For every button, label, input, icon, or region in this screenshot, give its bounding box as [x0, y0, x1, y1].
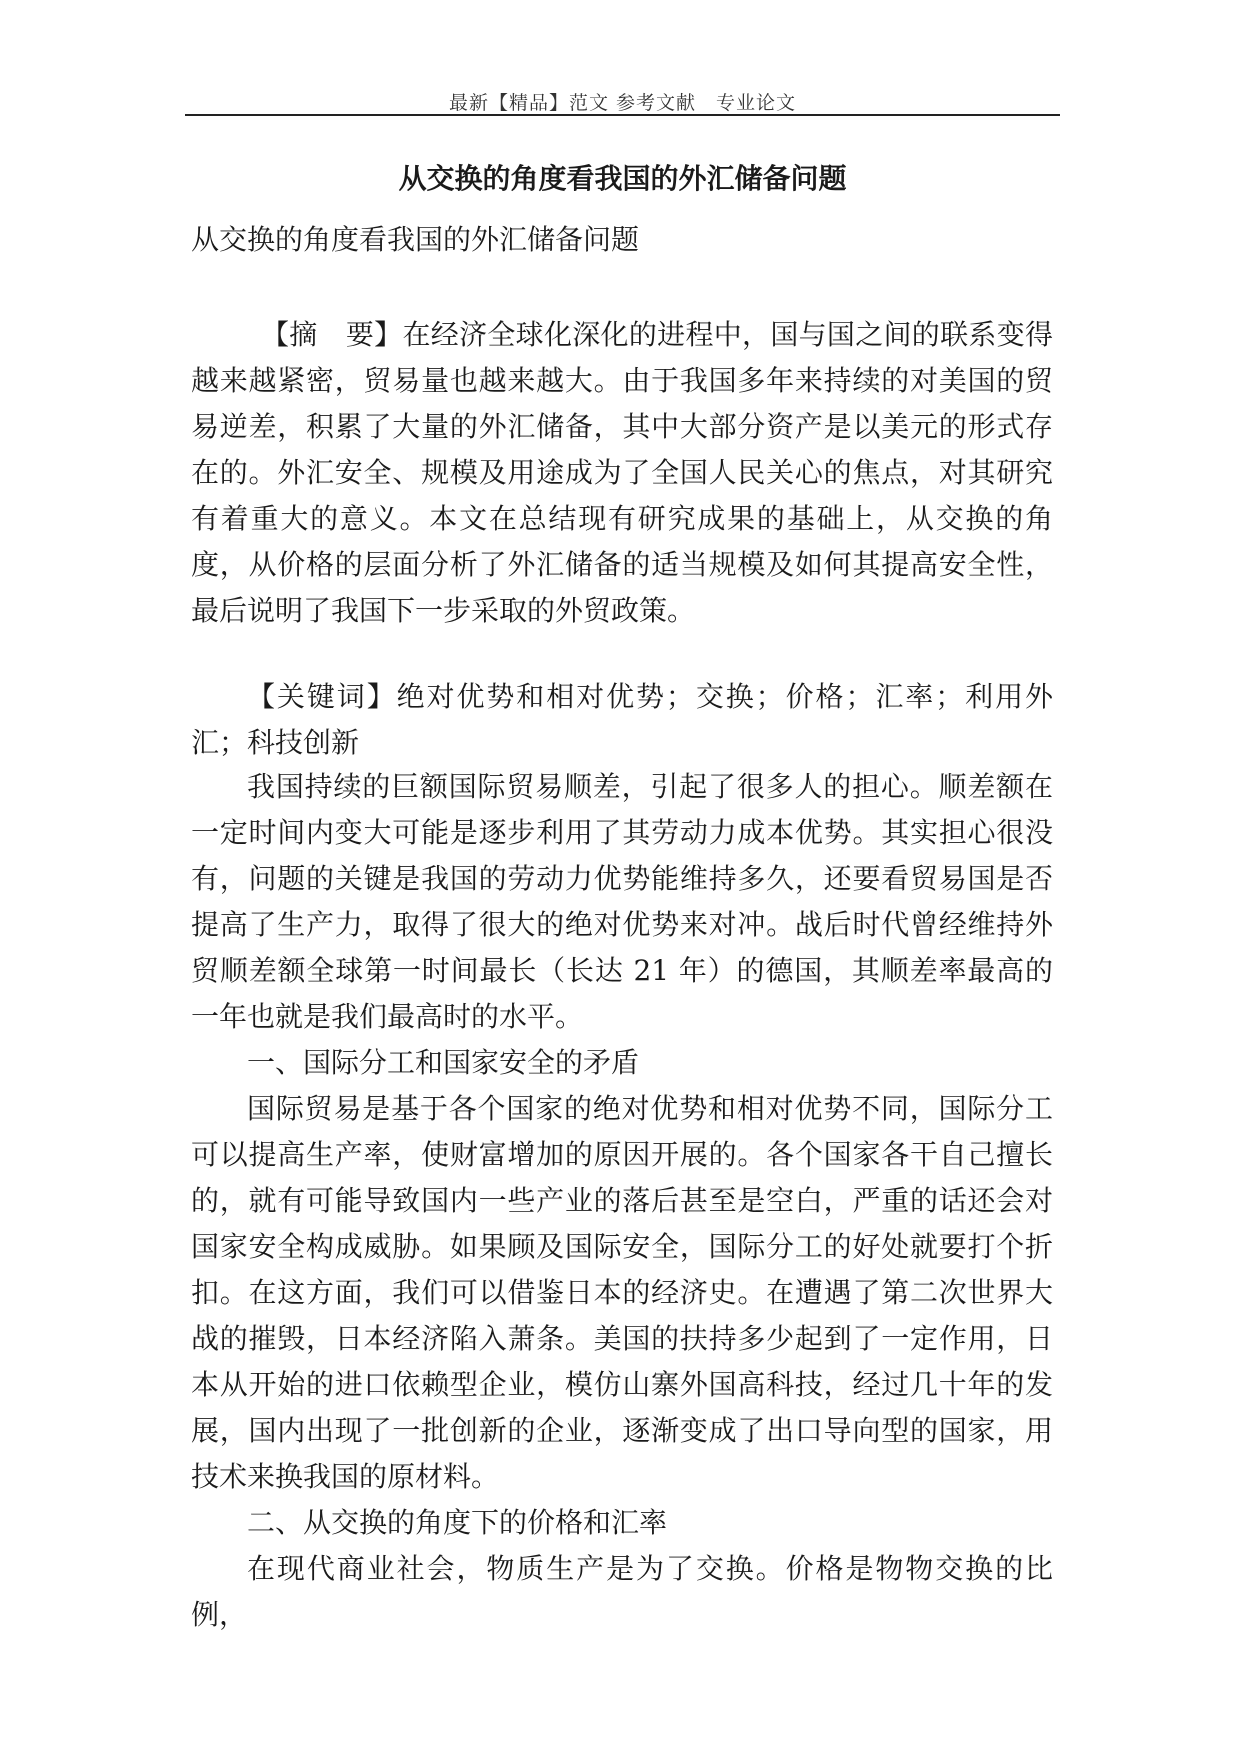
paragraph-intro: 我国持续的巨额国际贸易顺差，引起了很多人的担心。顺差额在一定时间内变大可能是逐步利用了其劳动力成本优势。其实担心很没有，问题的关键是我国的劳动力优势能维持多久，还要看贸易国是否提高了生产力，取得了很大的绝对优势来对冲。战后时代曾经维持外贸顺差额全球第一时间最长（长达 21 年）的德国，其顺差率最高的一年也就是我们最高时的水平。 — [191, 770, 1053, 1033]
keywords: 【关键词】绝对优势和相对优势；交换；价格；汇率；利用外汇；科技创新 — [191, 680, 1053, 759]
section-heading-2: 二、从交换的角度下的价格和汇率 — [247, 1506, 668, 1539]
document-subtitle: 从交换的角度看我国的外汇储备问题 — [191, 223, 640, 256]
header-divider — [185, 114, 1060, 116]
document-title: 从交换的角度看我国的外汇储备问题 — [398, 162, 847, 195]
section-heading-1: 一、国际分工和国家安全的矛盾 — [247, 1046, 640, 1079]
body-content — [191, 764, 1053, 1638]
paragraph-section-2: 在现代商业社会，物质生产是为了交换。价格是物物交换的比例， — [191, 1552, 1053, 1631]
abstract: 【摘 要】在经济全球化深化的进程中，国与国之间的联系变得越来越紧密，贸易量也越来越大。由于我国多年来持续的对美国的贸易逆差，积累了大量的外汇储备，其中大部分资产是以美元的形式存在的。外汇安全、规模及用途成为了全国人民关心的焦点，对其研究有着重大的意义。本文在总结现有研究成果的基础上，从交换的角度，从价格的层面分析了外汇储备的适当规模及如何其提高安全性，最后说明了我国下一步采取的外贸政策。 — [191, 318, 1053, 627]
page-header: 最新【精品】范文 参考文献 专业论文 — [448, 92, 797, 114]
paragraph-section-1: 国际贸易是基于各个国家的绝对优势和相对优势不同，国际分工可以提高生产率，使财富增加的原因开展的。各个国家各干自己擅长的，就有可能导致国内一些产业的落后甚至是空白，严重的话还会对国家安全构成威胁。如果顾及国际安全，国际分工的好处就要打个折扣。在这方面，我们可以借鉴日本的经济史。在遭遇了第二次世界大战的摧毁，日本经济陷入萧条。美国的扶持多少起到了一定作用，日本从开始的进口依赖型企业，模仿山寨外国高科技，经过几十年的发展，国内出现了一批创新的企业，逐渐变成了出口导向型的国家，用技术来换我国的原材料。 — [191, 1092, 1053, 1493]
